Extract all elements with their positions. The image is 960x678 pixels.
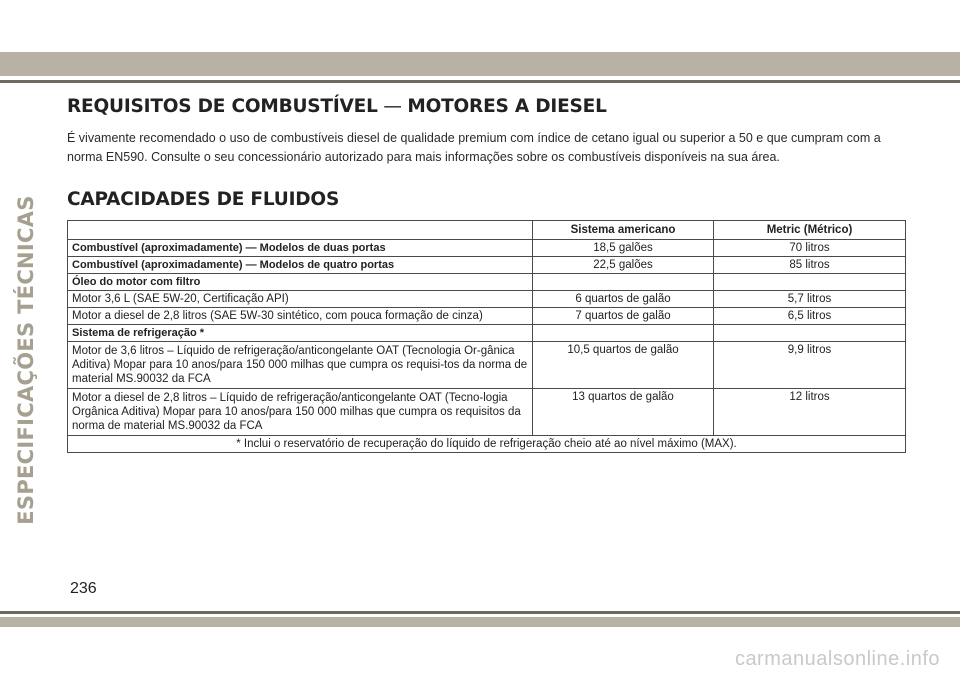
header-band: [0, 52, 960, 76]
table-footnote: * Inclui o reservatório de recuperação do líquido de refrigeração cheio até ao nível máximo (MAX).: [68, 436, 906, 453]
fuel-heading-dash: —: [377, 96, 408, 117]
row-us-value: 22,5 galões: [533, 257, 714, 274]
fuel-heading-part1: REQUISITOS DE COMBUSTÍVEL: [67, 96, 378, 117]
row-metric-value: 9,9 litros: [714, 342, 906, 389]
row-label: Motor a diesel de 2,8 litros – Líquido de refrigeração/anticongelante OAT (Tecno-logia Orgânica Aditiva) Mopar para 10 anos/para 150 000 milhas que cumpra os requisitos da norma de material MS.90032 da FCA: [68, 389, 533, 436]
row-metric-value: [714, 274, 906, 291]
table-row: [68, 389, 906, 436]
row-label: Combustível (aproximadamente) — Modelos de duas portas: [68, 240, 533, 257]
fuel-heading-part2: MOTORES A DIESEL: [407, 96, 607, 117]
table-row: [68, 291, 906, 308]
row-label: Motor a diesel de 2,8 litros (SAE 5W-30 sintético, com pouca formação de cinza): [68, 308, 533, 325]
table-row: [68, 257, 906, 274]
row-us-value: 18,5 galões: [533, 240, 714, 257]
table-row: [68, 308, 906, 325]
fluid-capacities-table: [67, 220, 906, 453]
row-us-value: 13 quartos de galão: [533, 389, 714, 436]
header-metric: Metric (Métrico): [714, 221, 906, 240]
footer-band: [0, 617, 960, 627]
row-us-value: [533, 325, 714, 342]
fuel-requirements-heading: [67, 96, 905, 117]
row-us-value: 7 quartos de galão: [533, 308, 714, 325]
header-empty: [68, 221, 533, 240]
row-metric-value: [714, 325, 906, 342]
row-metric-value: 6,5 litros: [714, 308, 906, 325]
row-label: Motor 3,6 L (SAE 5W-20, Certificação API): [68, 291, 533, 308]
fuel-intro-paragraph: É vivamente recomendado o uso de combustíveis diesel de qualidade premium com índice de cetano igual ou superior a 50 e que cumpram com a norma EN590. Consulte o seu concessionário autorizado para mais informações sobre os combustíveis disponíveis na sua área.: [67, 131, 881, 164]
row-label: Motor de 3,6 litros – Líquido de refrigeração/anticongelante OAT (Tecnologia Or-gânica Aditiva) Mopar para 10 anos/para 150 000 milhas que cumpra os requisi-tos da norma de material MS.90032 da FCA: [68, 342, 533, 389]
row-us-value: [533, 274, 714, 291]
footer-rule: [0, 611, 960, 614]
page-content: [67, 96, 905, 453]
table-row: [68, 325, 906, 342]
table-header-row: [68, 221, 906, 240]
row-us-value: 10,5 quartos de galão: [533, 342, 714, 389]
row-label: Óleo do motor com filtro: [68, 274, 533, 291]
fluid-capacities-heading: CAPACIDADES DE FLUIDOS: [67, 189, 340, 210]
row-label: Sistema de refrigeração *: [68, 325, 533, 342]
table-row: [68, 240, 906, 257]
row-metric-value: 85 litros: [714, 257, 906, 274]
header-rule: [0, 80, 960, 83]
table-footnote-row: [68, 436, 906, 453]
row-label: Combustível (aproximadamente) — Modelos de quatro portas: [68, 257, 533, 274]
section-side-title: ESPECIFICAÇÕES TÉCNICAS: [14, 195, 38, 525]
row-us-value: 6 quartos de galão: [533, 291, 714, 308]
table-row: [68, 342, 906, 389]
site-watermark: carmanualsonline.info: [734, 648, 940, 670]
table-row: [68, 274, 906, 291]
row-metric-value: 12 litros: [714, 389, 906, 436]
header-us-system: Sistema americano: [533, 221, 714, 240]
row-metric-value: 70 litros: [714, 240, 906, 257]
row-metric-value: 5,7 litros: [714, 291, 906, 308]
page-number: 236: [70, 580, 97, 597]
